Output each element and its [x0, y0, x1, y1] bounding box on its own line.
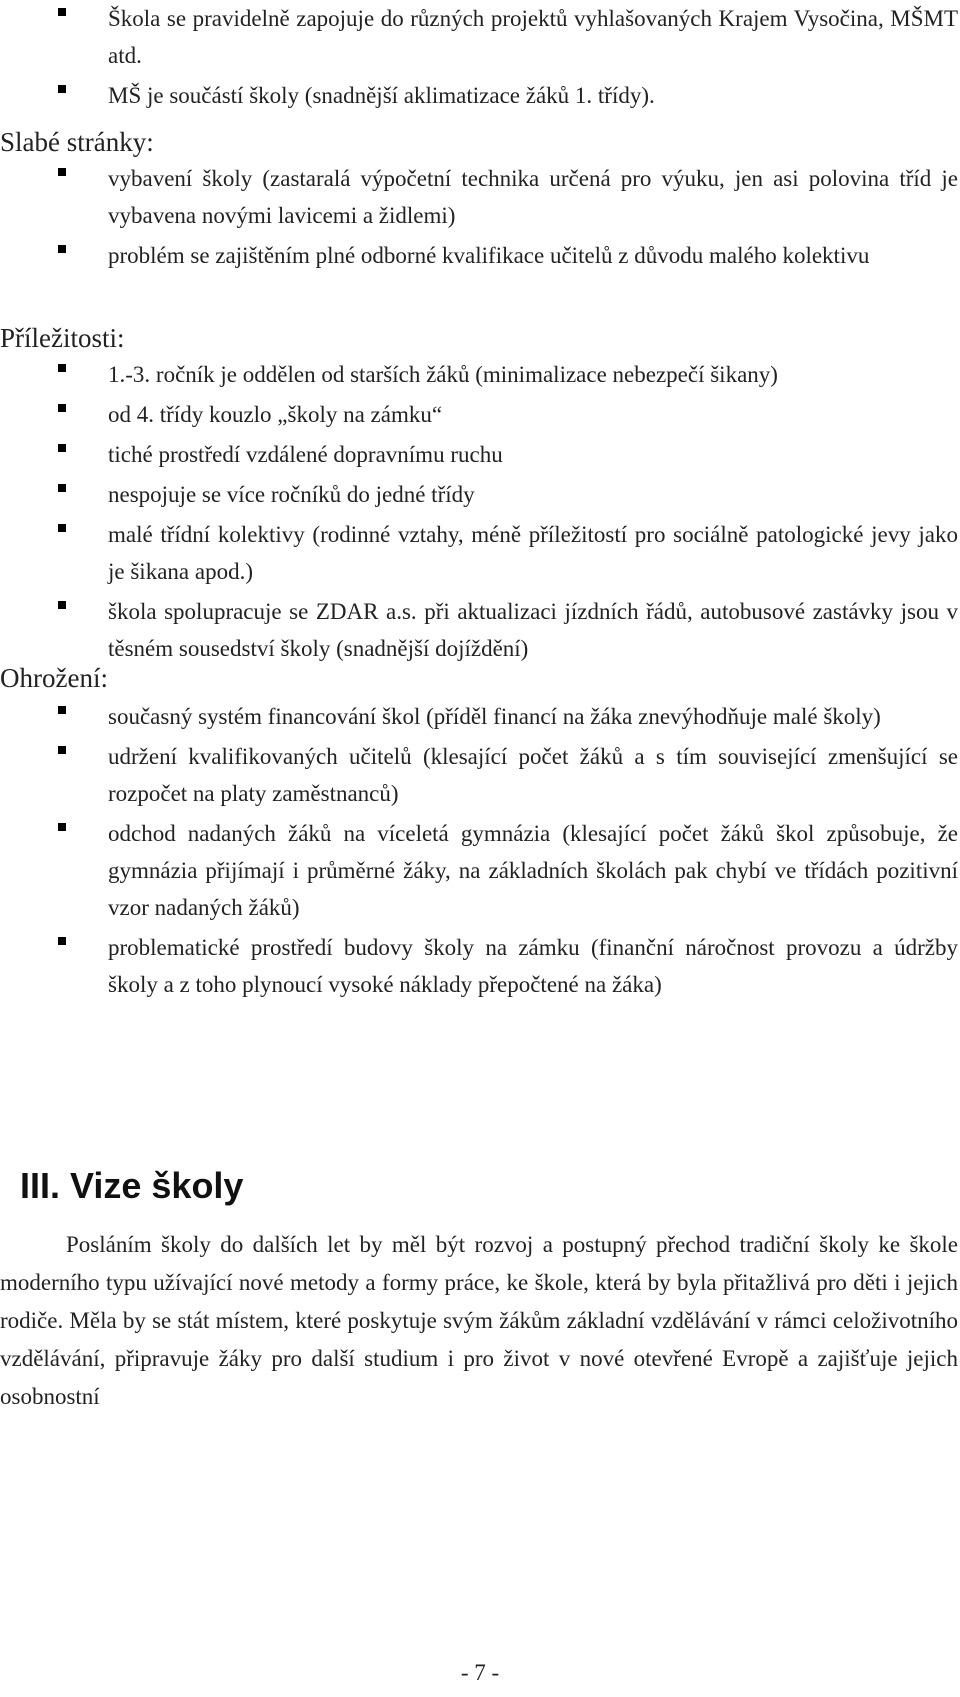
list-item: [58, 77, 958, 114]
list-item: [58, 738, 958, 812]
vision-paragraph: Posláním školy do dalších let by měl být rozvoj a postupný přechod tradiční školy ke škole moderního typu užívající nové metody a formy práce, ke škole, která by byla přitažlivá pro děti i jejich rodiče. Měla by se stát místem, které poskytuje svým žákům základní vzdělávání v rámci celoživotního vzdělávání, připravuje žáky pro další studium i pro život v nové otevřené Evropě a zajišťuje jejich osobnostní: [0, 1232, 958, 1409]
page-number: - 7 -: [460, 1660, 500, 1685]
list-item-text: současný systém financování škol (příděl financí na žáka znevýhodňuje malé školy): [108, 704, 881, 729]
bullet-icon: [58, 601, 66, 609]
bullet-icon: [58, 444, 66, 452]
list-item-text: MŠ je součástí školy (snadnější aklimatizace žáků 1. třídy).: [108, 83, 655, 108]
list-item: [58, 356, 958, 393]
list-item-text: nespojuje se více ročníků do jedné třídy: [108, 482, 475, 507]
list-item-text: udržení kvalifikovaných učitelů (klesající počet žáků a s tím související zmenšující se rozpočet na platy zaměstnanců): [108, 744, 958, 806]
bullet-icon: [58, 404, 66, 412]
list-item-text: problém se zajištěním plné odborné kvalifikace učitelů z důvodu malého kolektivu: [108, 243, 870, 268]
list-item-text: vybavení školy (zastaralá výpočetní technika určená pro výuku, jen asi polovina tříd je vybavena novými lavicemi a židlemi): [108, 166, 958, 228]
bullet-icon: [58, 706, 66, 714]
list-item-text: malé třídní kolektivy (rodinné vztahy, méně příležitostí pro sociálně patologické jevy jako je šikana apod.): [108, 522, 958, 584]
list-item: [58, 237, 958, 274]
list-item: [58, 476, 958, 513]
list-item-text: od 4. třídy kouzlo „školy na zámku“: [108, 402, 443, 427]
bullet-icon: [58, 937, 66, 945]
bullet-icon: [58, 524, 66, 532]
bullet-icon: [58, 746, 66, 754]
bullet-icon: [58, 8, 66, 16]
list-item-text: odchod nadaných žáků na víceletá gymnázia (klesající počet žáků škol způsobuje, že gymnázia přijímají i průměrné žáky, na základních školách pak chybí ve třídách pozitivní vzor nadaných žáků): [108, 821, 958, 920]
list-item: [58, 0, 958, 74]
weaknesses-list: [58, 160, 958, 277]
weaknesses-heading: Slabé stránky:: [0, 127, 154, 157]
list-item: [58, 516, 958, 590]
bullet-icon: [58, 364, 66, 372]
list-item-text: problematické prostředí budovy školy na zámku (finanční náročnost provozu a údržby školy a z toho plynoucí vysoké náklady přepočtené na žáka): [108, 935, 958, 997]
list-item-text: Škola se pravidelně zapojuje do různých projektů vyhlašovaných Krajem Vysočina, MŠMT atd.: [108, 6, 958, 68]
opportunities-heading: Příležitosti:: [0, 323, 125, 353]
threats-heading: Ohrožení:: [0, 663, 108, 693]
list-item: [58, 593, 958, 667]
list-item-text: tiché prostředí vzdálené dopravnímu ruchu: [108, 442, 503, 467]
top-list: [58, 0, 958, 117]
bullet-icon: [58, 168, 66, 176]
bullet-icon: [58, 245, 66, 253]
list-item: [58, 698, 958, 735]
threats-list: [58, 698, 958, 1006]
list-item-text: 1.-3. ročník je oddělen od starších žáků (minimalizace nebezpečí šikany): [108, 362, 778, 387]
list-item-text: škola spolupracuje se ZDAR a.s. při aktualizaci jízdních řádů, autobusové zastávky jsou v těsném sousedství školy (snadnější dojíždění): [108, 599, 958, 661]
list-item: [58, 929, 958, 1003]
list-item: [58, 160, 958, 234]
opportunities-list: [58, 356, 958, 670]
list-item: [58, 436, 958, 473]
bullet-icon: [58, 823, 66, 831]
list-item: [58, 396, 958, 433]
bullet-icon: [58, 484, 66, 492]
list-item: [58, 815, 958, 926]
vision-heading: III. Vize školy: [20, 1165, 244, 1206]
bullet-icon: [58, 85, 66, 93]
